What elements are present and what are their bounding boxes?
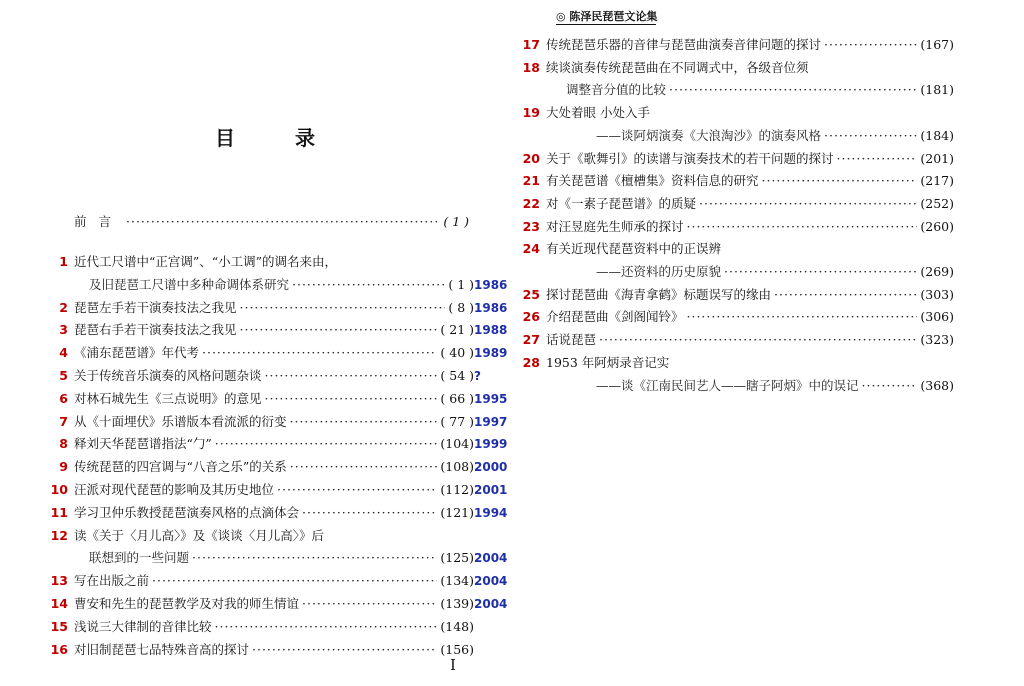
entry-number: 24 [522, 241, 540, 257]
toc-row [50, 526, 510, 547]
dot-leader [252, 642, 437, 657]
toc-row [522, 239, 954, 260]
toc-row [50, 571, 510, 592]
page-number: (139) [440, 596, 474, 611]
page-number: (306) [920, 309, 954, 325]
toc-row [522, 126, 954, 147]
running-header: ◎ 陈泽民琵琶文论集 [556, 10, 658, 23]
page-number: (368) [920, 377, 954, 393]
page-number: (156) [440, 641, 474, 657]
entry-title: ——谈阿炳演奏《大浪淘沙》的演奏风格 [596, 127, 822, 143]
entry-number: 18 [522, 59, 540, 75]
page-number: (323) [920, 332, 954, 348]
entry-title: 对旧制琵琶七品特殊音高的探讨 [74, 641, 250, 657]
entry-number: 10 [50, 482, 68, 497]
toc-row [50, 434, 510, 455]
entry-title: 对林石城先生《三点说明》的意见 [74, 390, 262, 406]
entry-title: 有关近现代琵琶资料中的正误辨 [546, 241, 722, 257]
year-annotation: 1995 [474, 391, 508, 406]
entry-title: ——还资料的历史原貌 [596, 264, 722, 279]
entry-number: 27 [522, 332, 540, 348]
toc-title: 目录 [215, 126, 375, 150]
entry-number: 16 [50, 641, 68, 657]
toc-row [50, 389, 510, 410]
entry-number: 25 [522, 286, 540, 302]
toc-row [522, 307, 954, 328]
toc-row [522, 330, 954, 351]
toc-row [522, 285, 954, 306]
entry-number: 23 [522, 218, 540, 234]
page-number: ( 54 ) [440, 368, 474, 383]
page-number: (303) [920, 286, 954, 302]
dot-leader [290, 414, 438, 429]
preface-row [74, 212, 469, 233]
toc-row [522, 217, 954, 238]
toc-row [522, 35, 954, 56]
entry-title: 琵琶左手若干演奏技法之我见 [74, 299, 237, 315]
year-annotation: 2004 [474, 597, 508, 611]
toc-row [50, 480, 510, 501]
year-annotation: 1988 [474, 323, 508, 338]
dot-leader [699, 196, 917, 211]
year-annotation: 2000 [474, 460, 508, 475]
entry-number: 26 [522, 309, 540, 325]
entry-number: 21 [522, 173, 540, 189]
year-annotation: 1986 [474, 300, 508, 315]
toc-row [50, 366, 510, 387]
entry-title: 浅说三大律制的音律比较 [74, 618, 212, 634]
toc-row [50, 298, 510, 319]
entry-number: 28 [522, 354, 540, 370]
toc-row [50, 320, 510, 341]
dot-leader [724, 264, 917, 279]
toc-row [50, 343, 510, 364]
page-number: (181) [920, 82, 954, 98]
entry-title: 传统琵琶乐器的音律与琵琶曲演奏音律问题的探讨 [546, 37, 822, 52]
page-number: (148) [440, 618, 474, 634]
year-annotation: 2001 [474, 483, 508, 497]
page-number: (112) [440, 482, 474, 497]
dot-leader [292, 277, 445, 292]
dot-leader [215, 619, 438, 634]
dot-leader [152, 573, 437, 588]
dot-leader [687, 309, 918, 324]
entry-number: 4 [59, 345, 68, 361]
page-number: ( 40 ) [440, 345, 474, 361]
page-number: (167) [920, 37, 954, 52]
page-number: ( 21 ) [440, 322, 474, 338]
preface-label: 前言 [74, 214, 124, 229]
toc-row [522, 58, 954, 79]
page-number: (184) [920, 127, 954, 143]
dot-leader [265, 368, 438, 383]
dot-leader [192, 550, 437, 565]
year-annotation: 1997 [474, 414, 508, 429]
year-annotation: 1989 [474, 346, 508, 361]
toc-row [522, 194, 954, 215]
toc-row [50, 412, 510, 433]
entry-title: 对《一素子琵琶谱》的质疑 [546, 195, 697, 211]
entry-number: 2 [59, 299, 68, 315]
entry-title: 探讨琵琶曲《海青拿鹤》标题误写的缘由 [546, 286, 772, 302]
entry-title: 读《关于〈月儿高〉》及《谈谈〈月儿高〉》后 [74, 527, 325, 543]
toc-row [522, 80, 954, 101]
dot-leader [837, 151, 918, 166]
year-annotation: 1994 [474, 505, 508, 520]
entry-title: 大处着眼 小处入手 [546, 105, 650, 121]
entry-number: 9 [59, 459, 68, 475]
header-rule [556, 24, 656, 25]
toc-row [522, 262, 954, 283]
dot-leader [302, 505, 437, 520]
entry-number: 20 [522, 150, 540, 166]
entry-title: ——谈《江南民间艺人——瞎子阿炳》中的误记 [596, 377, 859, 393]
page-number: (125) [440, 550, 474, 566]
toc-row [522, 376, 954, 397]
toc-row [50, 617, 510, 638]
entry-number: 11 [50, 504, 68, 520]
entry-number: 13 [50, 573, 68, 589]
entry-number: 5 [59, 368, 68, 383]
dot-leader [862, 378, 918, 393]
dot-leader [277, 482, 437, 497]
entry-number: 19 [522, 105, 540, 121]
page-number: (121) [440, 504, 474, 520]
dot-leader [687, 219, 918, 234]
entry-title: 对汪昱庭先生师承的探讨 [546, 218, 684, 234]
toc-row [50, 640, 510, 661]
entry-title: 琵琶右手若干演奏技法之我见 [74, 322, 237, 338]
toc-row [50, 457, 510, 478]
toc-row [522, 103, 954, 124]
page-number: (134) [440, 573, 474, 589]
page-number: ( 77 ) [440, 413, 474, 429]
page-numeral: I [450, 656, 456, 674]
toc-row [50, 548, 510, 569]
dot-leader [774, 287, 917, 302]
entry-title: 有关琵琶谱《檀槽集》资料信息的研究 [546, 173, 759, 189]
entry-title: 写在出版之前 [74, 573, 150, 589]
page-number: (217) [920, 173, 954, 189]
year-annotation: 1986 [474, 277, 508, 292]
entry-title: 释刘天华琵琶谱指法“勹” [74, 436, 212, 452]
toc-row [522, 171, 954, 192]
entry-title: 关于《歌舞引》的读谱与演奏技术的若干问题的探讨 [546, 150, 834, 166]
dot-leader [302, 596, 437, 611]
entry-number: 6 [59, 390, 68, 406]
year-annotation: 2004 [474, 551, 508, 566]
entry-title: 汪派对现代琵琶的影响及其历史地位 [74, 482, 275, 497]
toc-row [50, 252, 510, 273]
right-page [512, 0, 1024, 686]
entry-title: 调整音分值的比较 [566, 82, 667, 98]
dot-leader [126, 214, 440, 229]
entry-title: 话说琵琶 [546, 332, 597, 348]
dot-leader [669, 82, 917, 97]
dot-leader [265, 391, 438, 406]
toc-row [50, 594, 510, 615]
entry-title: 从《十面埋伏》乐谱版本看流派的衍变 [74, 413, 287, 429]
dot-leader [762, 173, 918, 188]
page-number: (269) [920, 264, 954, 279]
page-number: ( 8 ) [448, 299, 474, 315]
entry-number: 15 [50, 618, 68, 634]
page-number: (104) [440, 436, 474, 452]
entry-title: 及旧琵琶工尺谱中多种命调体系研究 [89, 276, 290, 292]
toc-row [50, 275, 510, 296]
toc-row [50, 503, 510, 524]
page-number: (260) [920, 218, 954, 234]
entry-title: 《浦东琵琶谱》年代考 [74, 345, 200, 361]
dot-leader [290, 459, 438, 474]
page-number: ( 1 ) [443, 214, 469, 229]
entry-title: 续谈演奏传统琵琶曲在不同调式中，各级音位须 [546, 59, 809, 75]
dot-leader [240, 300, 446, 315]
entry-title: 曹安和先生的琵琶教学及对我的师生情谊 [74, 596, 300, 611]
entry-title: 联想到的一些问题 [89, 550, 190, 566]
dot-leader [599, 332, 917, 347]
dot-leader [824, 128, 917, 143]
toc-row [522, 149, 954, 170]
entry-number: 8 [59, 436, 68, 452]
entry-number: 1 [59, 254, 68, 269]
entry-number: 22 [522, 195, 540, 211]
entry-title: 学习卫仲乐教授琵琶演奏风格的点滴体会 [74, 504, 300, 520]
toc-row [522, 353, 954, 374]
entry-number: 17 [522, 37, 540, 52]
entry-number: 3 [59, 322, 68, 338]
dot-leader [215, 436, 438, 451]
year-annotation: 2004 [474, 574, 508, 589]
entry-title: 传统琵琶的四宫调与“八音之乐”的关系 [74, 459, 287, 475]
entry-number: 14 [50, 596, 68, 611]
entry-number: 7 [59, 413, 68, 429]
dot-leader [202, 345, 437, 360]
page-number: (252) [920, 195, 954, 211]
entry-number: 12 [50, 527, 68, 543]
entry-title: 近代工尺谱中“正宫调”、“小工调”的调名来由， [74, 254, 338, 269]
entry-title: 1953 年阿炳录音记实 [546, 354, 670, 370]
dot-leader [824, 37, 917, 52]
entry-title: 关于传统音乐演奏的风格问题杂谈 [74, 368, 262, 383]
page-number: ( 1 ) [448, 276, 474, 292]
page-number: ( 66 ) [440, 390, 474, 406]
entry-title: 介绍琵琶曲《剑阁闻铃》 [546, 309, 684, 325]
year-annotation: 1999 [474, 437, 508, 452]
page-number: (108) [440, 459, 474, 475]
page-number: (201) [920, 150, 954, 166]
dot-leader [240, 322, 438, 337]
year-annotation: ? [474, 369, 481, 383]
